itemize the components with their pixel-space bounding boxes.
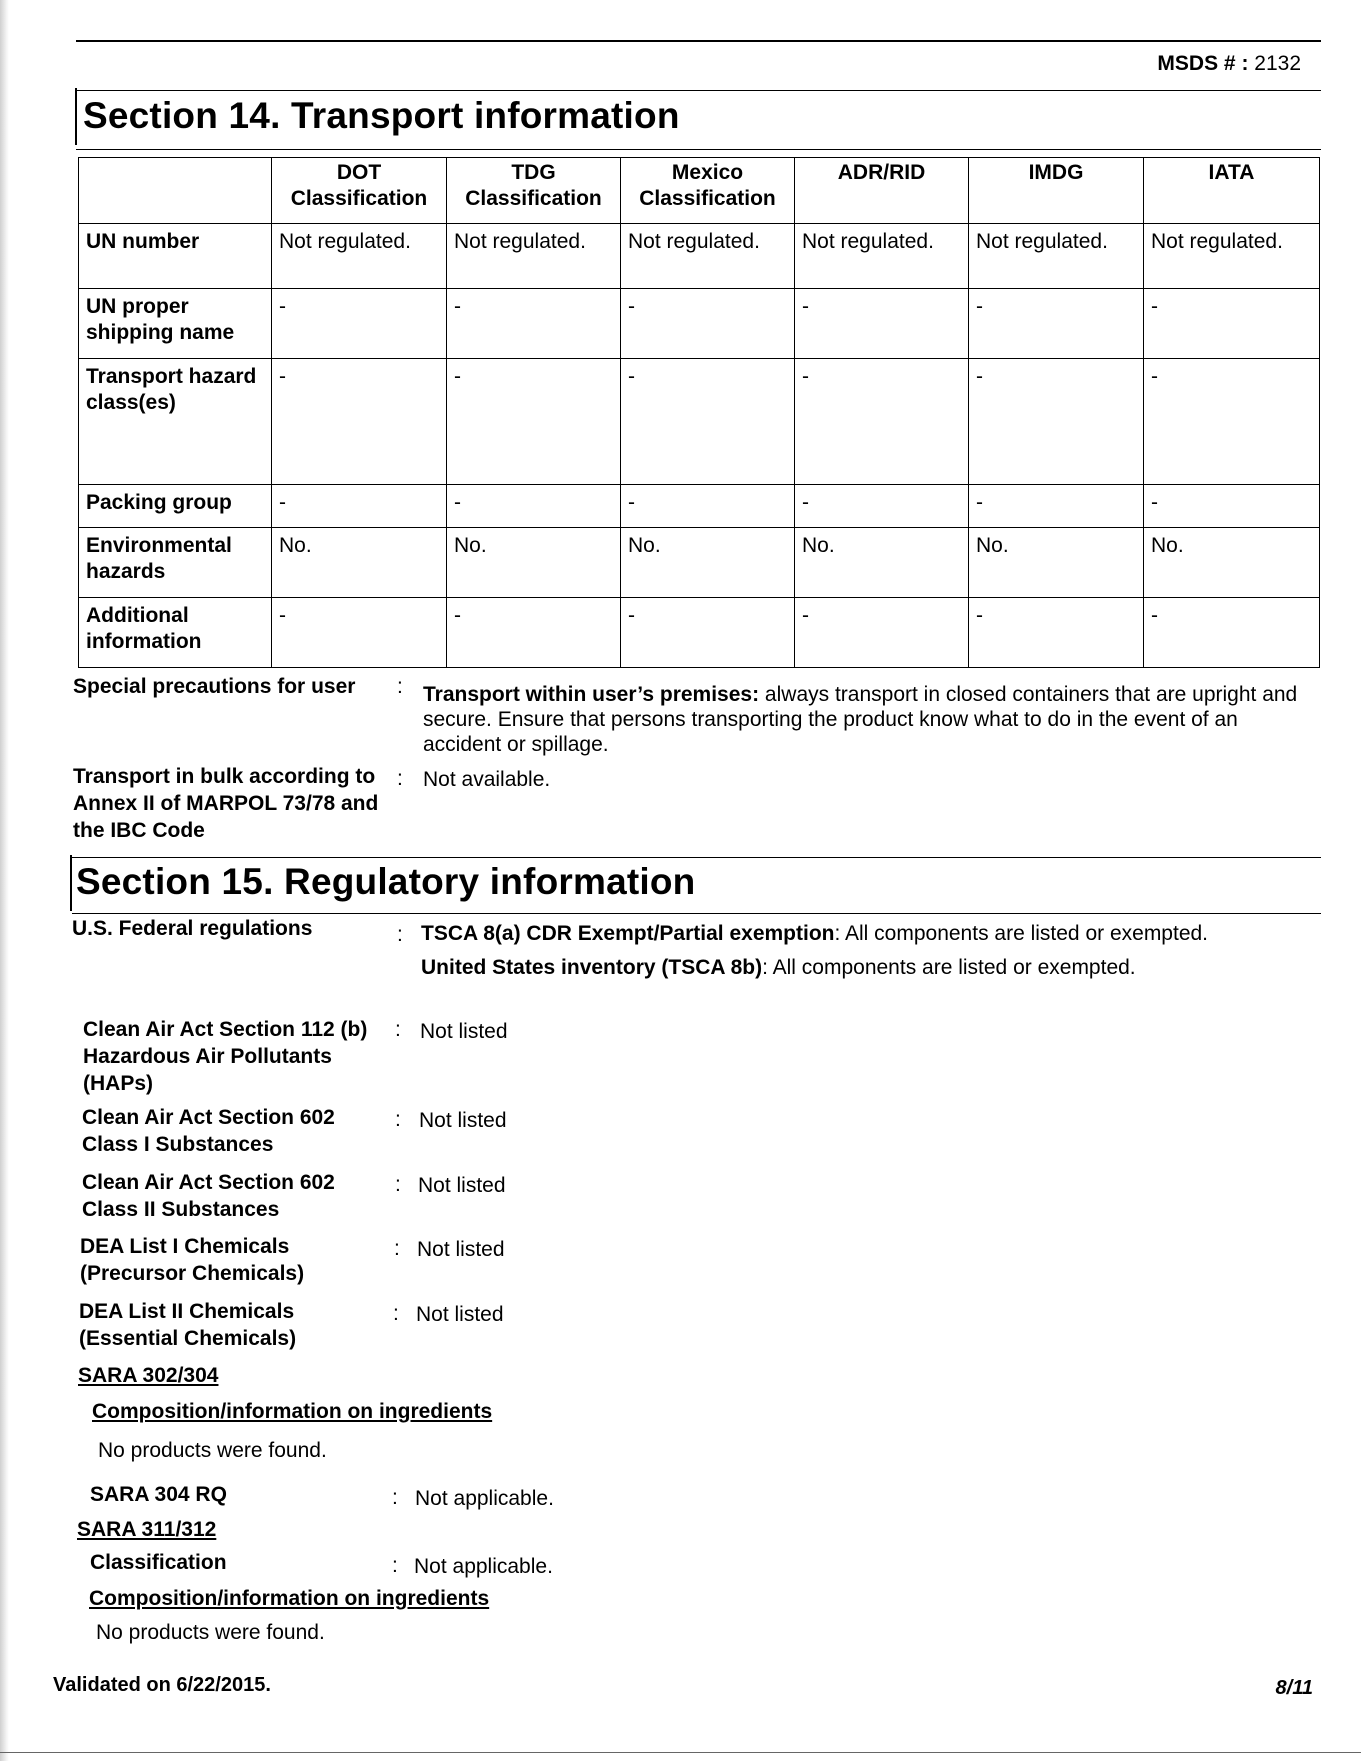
header-cell-dot	[272, 158, 447, 224]
section15-title: Section 15. Regulatory information	[76, 861, 696, 902]
special-precautions-colon: :	[397, 675, 403, 698]
row-label: UN number	[79, 224, 272, 289]
caa-602-class1-colon: :	[395, 1108, 401, 1131]
dea-list1-value: Not listed	[417, 1238, 505, 1261]
caa-112-hap-colon: :	[395, 1018, 401, 1041]
table-cell: Not regulated.	[795, 224, 969, 289]
row-label: Transport hazard class(es)	[79, 359, 272, 485]
header-mexico-line1: Mexico	[671, 161, 744, 184]
sara-304-rq-label: SARA 304 RQ	[90, 1483, 227, 1506]
table-cell: Not regulated.	[447, 224, 621, 289]
table-cell: -	[621, 485, 795, 528]
page-bottom-rule	[0, 1752, 1361, 1753]
table-cell: -	[447, 485, 621, 528]
row-label: Packing group	[79, 485, 272, 528]
sara-311-312-classification-colon: :	[392, 1554, 398, 1577]
validated-date: Validated on 6/22/2015.	[53, 1674, 271, 1696]
sara-304-rq-colon: :	[392, 1486, 398, 1509]
section14-title: Section 14. Transport information	[83, 95, 680, 136]
header-top-rule	[76, 40, 1321, 42]
table-row	[79, 224, 1320, 289]
header-dot-line2: Classification	[290, 187, 428, 210]
dea-list1-label: DEA List I Chemicals (Precursor Chemicals)	[80, 1235, 305, 1285]
table-cell: -	[795, 359, 969, 485]
table-cell: -	[272, 289, 447, 359]
dea-list2-label: DEA List II Chemicals (Essential Chemicals)	[79, 1300, 297, 1350]
bulk-transport-value: Not available.	[423, 768, 551, 791]
table-cell: -	[1144, 485, 1320, 528]
table-row	[79, 289, 1320, 359]
tsca-8b-line	[421, 955, 1321, 980]
table-cell: No.	[1144, 528, 1320, 598]
table-cell: Not regulated.	[621, 224, 795, 289]
tsca-8a-label: TSCA 8(a) CDR Exempt/Partial exemption	[421, 922, 835, 945]
table-cell: -	[272, 359, 447, 485]
special-precautions-text: always transport in closed containers that are upright and secure. Ensure that persons transporting the product know what to do in the event of an accident or spillage.	[423, 683, 1298, 756]
special-precautions-lead: Transport within user’s premises:	[423, 683, 760, 706]
table-cell: -	[1144, 359, 1320, 485]
sara-311-312-classification-label: Classification	[90, 1551, 227, 1574]
bulk-transport-label: Transport in bulk according to Annex II of MARPOL 73/78 and the IBC Code	[73, 765, 379, 842]
table-row	[79, 359, 1320, 485]
sara-311-312-classification-value: Not applicable.	[414, 1555, 553, 1578]
msds-value: 2132	[1254, 52, 1301, 75]
table-row	[79, 485, 1320, 528]
table-cell: -	[447, 289, 621, 359]
table-cell: -	[969, 485, 1144, 528]
special-precautions-label: Special precautions for user	[73, 675, 356, 698]
caa-112-hap-label: Clean Air Act Section 112 (b) Hazardous Air Pollutants (HAPs)	[83, 1018, 368, 1095]
table-cell: -	[795, 598, 969, 668]
caa-602-class2-label: Clean Air Act Section 602 Class II Substances	[82, 1171, 335, 1221]
table-cell: -	[1144, 289, 1320, 359]
section14-bottom-rule	[76, 149, 1321, 150]
table-cell: No.	[795, 528, 969, 598]
table-cell: -	[447, 598, 621, 668]
header-cell-empty	[79, 158, 272, 224]
table-row	[79, 528, 1320, 598]
tsca-8b-label: United States inventory (TSCA 8b)	[421, 956, 763, 979]
sara-311-312-note: No products were found.	[96, 1621, 325, 1644]
table-cell: Not regulated.	[1144, 224, 1320, 289]
table-cell: Not regulated.	[272, 224, 447, 289]
dea-list2-colon: :	[393, 1302, 399, 1325]
header-cell-iata: IATA	[1144, 158, 1320, 224]
msds-number	[1157, 52, 1301, 76]
dea-list1-colon: :	[394, 1237, 400, 1260]
table-cell: -	[447, 359, 621, 485]
sara-311-312-heading: SARA 311/312	[77, 1518, 217, 1541]
section14-left-bar	[75, 88, 77, 145]
table-cell: -	[795, 289, 969, 359]
sara-302-304-heading: SARA 302/304	[78, 1364, 219, 1387]
table-cell: -	[621, 359, 795, 485]
scan-edge	[0, 0, 9, 1761]
table-cell: No.	[447, 528, 621, 598]
caa-602-class1-label: Clean Air Act Section 602 Class I Substances	[82, 1106, 335, 1156]
header-cell-tdg	[447, 158, 621, 224]
caa-602-class2-colon: :	[395, 1173, 401, 1196]
transport-table	[78, 157, 1320, 668]
table-cell: -	[969, 359, 1144, 485]
special-precautions-value	[423, 682, 1313, 757]
table-cell: -	[969, 289, 1144, 359]
sara-302-304-composition-heading: Composition/information on ingredients	[92, 1400, 493, 1423]
sara-302-304-note: No products were found.	[98, 1439, 327, 1462]
table-cell: -	[1144, 598, 1320, 668]
caa-602-class1-value: Not listed	[419, 1109, 507, 1132]
table-cell: No.	[272, 528, 447, 598]
table-cell: -	[795, 485, 969, 528]
section15-left-bar	[70, 855, 72, 911]
page-number: 8/11	[1275, 1677, 1313, 1699]
federal-regulations-colon: :	[397, 923, 403, 946]
header-cell-adr-rid: ADR/RID	[795, 158, 969, 224]
section15-bottom-rule	[72, 913, 1321, 914]
sara-311-312-composition-heading: Composition/information on ingredients	[89, 1587, 490, 1610]
table-cell: -	[621, 289, 795, 359]
table-header-row	[79, 158, 1320, 224]
bulk-transport-colon: :	[397, 767, 403, 790]
sara-304-rq-value: Not applicable.	[415, 1487, 554, 1510]
table-cell: No.	[621, 528, 795, 598]
federal-regulations-label: U.S. Federal regulations	[72, 917, 313, 940]
header-mexico-line2: Classification	[639, 187, 776, 210]
header-dot-line1: DOT	[336, 161, 382, 184]
tsca-8a-value: : All components are listed or exempted.	[834, 922, 1209, 945]
tsca-8a-line	[421, 921, 1321, 946]
header-cell-mexico	[621, 158, 795, 224]
table-cell: -	[969, 598, 1144, 668]
tsca-8b-value: : All components are listed or exempted.	[762, 956, 1136, 979]
header-tdg-line2: Classification	[465, 187, 602, 210]
row-label: UN proper shipping name	[79, 289, 272, 359]
dea-list2-value: Not listed	[416, 1303, 504, 1326]
caa-112-hap-value: Not listed	[420, 1020, 508, 1043]
msds-label: MSDS # :	[1157, 52, 1249, 75]
table-cell: Not regulated.	[969, 224, 1144, 289]
table-cell: No.	[969, 528, 1144, 598]
table-cell: -	[272, 485, 447, 528]
table-cell: -	[272, 598, 447, 668]
section15-top-rule	[72, 857, 1321, 858]
table-cell: -	[621, 598, 795, 668]
row-label: Additional information	[79, 598, 272, 668]
row-label: Environmental hazards	[79, 528, 272, 598]
header-cell-imdg: IMDG	[969, 158, 1144, 224]
section14-top-rule	[76, 90, 1321, 91]
header-tdg-line1: TDG	[511, 161, 556, 184]
table-row	[79, 598, 1320, 668]
caa-602-class2-value: Not listed	[418, 1174, 506, 1197]
